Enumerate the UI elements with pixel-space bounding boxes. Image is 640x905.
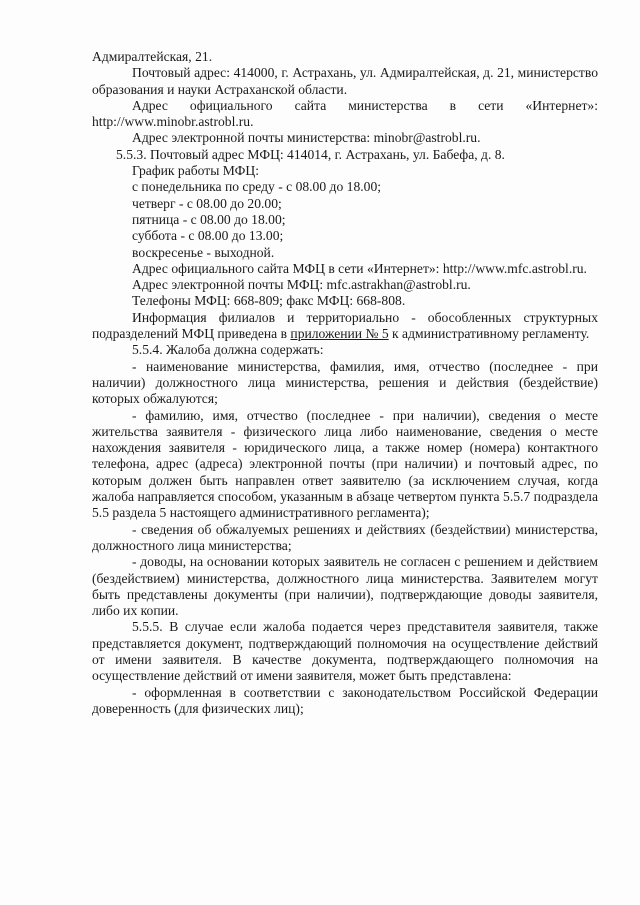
schedule-item-saturday: суббота - с 08.00 до 13.00; [132,228,284,244]
paragraph-representative: 5.5.5. В случае если жалоба подается через представителя заявителя, также представляется документ, подтверждающий полномочия на осуществление действий от имени заявителя. В качестве документа, подтверждающего полномочия на осуществление действий от имени заявителя, может быть представлена: [92,619,598,684]
paragraph-mfc-phones: Телефоны МФЦ: 668-809; факс МФЦ: 668-808. [132,293,406,309]
branches-text-end: к административному регламенту. [388,326,590,342]
paragraph-mfc-branches [92,310,598,343]
branches-text-start: Информация филиалов и территориально - обособленных структурных подразделений МФЦ приведена в [92,309,598,342]
paragraph-ministry-postal-address: Почтовый адрес: 414000, г. Астрахань, ул. Адмиралтейская, д. 21, министерство образования и науки Астраханской области. [92,65,598,97]
paragraph-complaint-item-arguments: - доводы, на основании которых заявитель не согласен с решением и действием (бездействием) министерства, должностного лица министерства. Заявителем могут быть представлены документы (при наличии), подтверждающие доводы заявителя, либо их копии. [92,554,598,619]
document-body [92,49,598,717]
paragraph-mfc-schedule-heading: График работы МФЦ: [132,163,259,179]
schedule-item-thursday: четверг - с 08.00 до 20.00; [132,195,282,211]
paragraph-mfc-email: Адрес электронной почты МФЦ: mfc.astrakhan@astrobl.ru. [132,277,471,293]
paragraph-complaint-item-decisions: - сведения об обжалуемых решениях и действиях (бездействии) министерства, должностного лица министерства; [92,521,598,553]
paragraph-power-of-attorney: - оформленная в соответствии с законодательством Российской Федерации доверенность (для физических лиц); [92,684,598,716]
paragraph-complaint-contents-heading: 5.5.4. Жалоба должна содержать: [132,342,324,358]
paragraph-complaint-item-applicant: - фамилию, имя, отчество (последнее - при наличии), сведения о месте жительства заявителя - физического лица либо наименование, сведения о месте нахождения заявителя - юридического лица, а также номер (номера) контактного телефона, адрес (адреса) электронной почты (при наличии) и почтовый адрес, по которым должен быть направлен ответ заявителю (за исключением случая, когда жалоба направляется способом, указанным в абзаце четвертом пункта 5.5.7 подраздела 5.5 раздела 5 настоящего административного регламента); [92,407,598,521]
schedule-item-sunday: воскресенье - выходной. [132,244,275,260]
paragraph-mfc-postal-address: 5.5.3. Почтовый адрес МФЦ: 414014, г. Астрахань, ул. Бабефа, д. 8. [116,146,505,162]
paragraph-mfc-website: Адрес официального сайта МФЦ в сети «Интернет»: http://www.mfc.astrobl.ru. [132,260,587,276]
paragraph-address-continuation: Адмиралтейская, 21. [92,49,213,64]
paragraph-complaint-item-ministry: - наименование министерства, фамилия, имя, отчество (последнее - при наличии) должностного лица министерства, решения и действия (бездействие) которых обжалуются; [92,358,598,407]
schedule-item-mon-wed: с понедельника по среду - с 08.00 до 18.00; [132,179,382,195]
appendix-5-link[interactable]: приложении № 5 [290,326,389,342]
paragraph-ministry-email: Адрес электронной почты министерства: minobr@astrobl.ru. [132,130,481,146]
schedule-item-friday: пятница - с 08.00 до 18.00; [132,211,286,227]
paragraph-ministry-website: Адрес официального сайта министерства в сети «Интернет»: http://www.minobr.astrobl.ru. [92,97,598,130]
